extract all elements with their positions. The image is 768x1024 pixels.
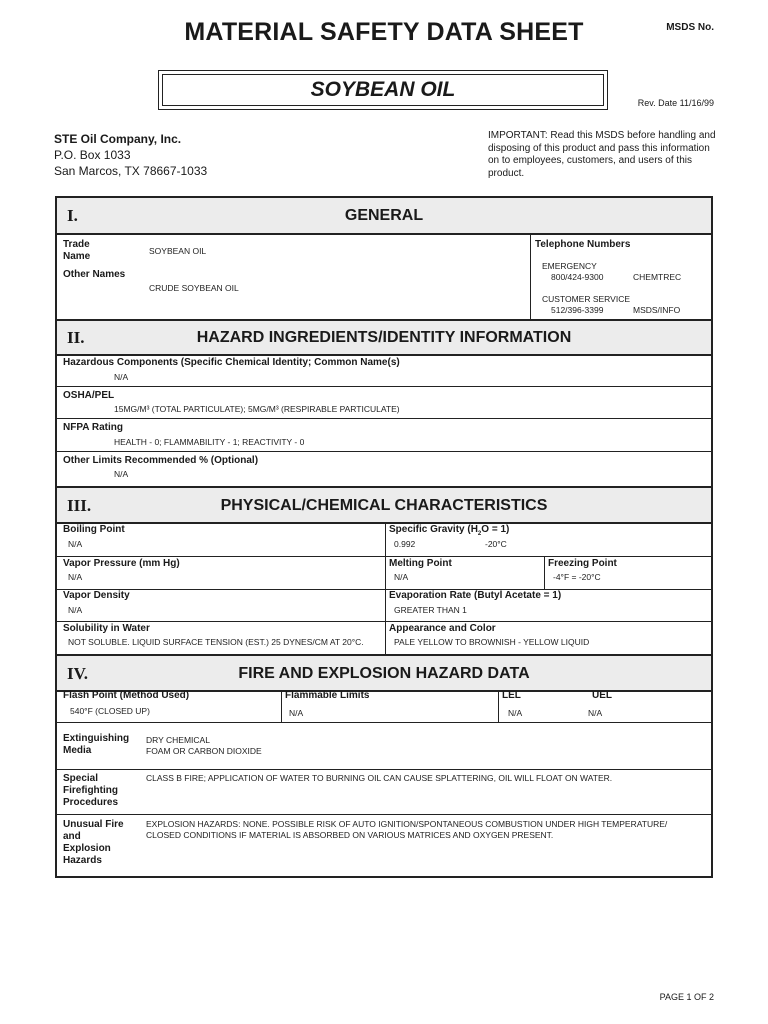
vapor-pressure-label: Vapor Pressure (mm Hg)	[63, 558, 180, 569]
section-numeral: IV.	[67, 664, 88, 683]
other-names-value: CRUDE SOYBEAN OIL	[149, 283, 239, 293]
section-numeral: III.	[67, 496, 92, 515]
flash-point-value: 540°F (CLOSED UP)	[70, 706, 150, 716]
appearance-value: PALE YELLOW TO BROWNISH - YELLOW LIQUID	[394, 637, 590, 647]
customer-service-number: 512/396-3399	[551, 305, 604, 315]
freezing-point-label: Freezing Point	[548, 558, 617, 569]
evaporation-rate-value: GREATER THAN 1	[394, 605, 467, 615]
revision-date: Rev. Date 11/16/99	[637, 98, 714, 108]
trade-name-value: SOYBEAN OIL	[149, 246, 207, 256]
section-title: FIRE AND EXPLOSION HAZARD DATA	[238, 665, 530, 682]
document-title: MATERIAL SAFETY DATA SHEET	[184, 18, 584, 46]
divider	[57, 769, 711, 770]
other-limits-value: N/A	[114, 469, 129, 479]
msds-form	[55, 196, 713, 878]
customer-service-org: MSDS/INFO	[633, 305, 681, 315]
company-address-line-2: San Marcos, TX 78667-1033	[54, 164, 208, 178]
customer-service-label: CUSTOMER SERVICE	[542, 294, 631, 304]
vapor-density-value: N/A	[68, 605, 83, 615]
extinguishing-media-value-1: DRY CHEMICAL	[146, 735, 210, 745]
section-numeral: II.	[67, 328, 85, 347]
divider	[57, 814, 711, 815]
uel-value: N/A	[588, 708, 603, 718]
section-title: GENERAL	[344, 207, 424, 224]
product-name: SOYBEAN OIL	[162, 74, 604, 106]
extinguishing-media-label: Extinguishing Media	[63, 733, 130, 756]
specific-gravity-label: Specific Gravity $(H_2O = 1)$	[389, 524, 510, 537]
unusual-hazards-value-2: CLOSED CONDITIONS IF MATERIAL IS ABSORBED ON VARIOUS MATRICES AND OXYGEN PRESENT.	[146, 830, 554, 840]
divider	[57, 451, 711, 452]
vapor-density-label: Vapor Density	[63, 590, 130, 601]
extinguishing-media-value-2: FOAM OR CARBON DIOXIDE	[146, 746, 262, 756]
divider	[57, 418, 711, 419]
unusual-hazards-label: Unusual Fire and Explosion Hazards	[63, 819, 124, 866]
divider	[544, 556, 545, 589]
melting-point-label: Melting Point	[389, 558, 452, 569]
section-physical-header	[57, 486, 711, 524]
hazardous-components-value: N/A	[114, 372, 129, 382]
section-general-header	[57, 198, 711, 235]
uel-label: UEL	[592, 690, 612, 701]
section-hazard-header	[57, 319, 711, 356]
company-block	[54, 131, 207, 179]
company-name: STE Oil Company, Inc.	[54, 132, 182, 146]
solubility-value: NOT SOLUBLE. LIQUID SURFACE TENSION (EST.) 25 DYNES/CM AT 20°C.	[68, 637, 364, 647]
divider	[281, 692, 282, 722]
osha-pel-value: 15MG/M³ (TOTAL PARTICULATE); 5MG/M³ (RESPIRABLE PARTICULATE)	[114, 404, 400, 414]
other-limits-label: Other Limits Recommended % (Optional)	[63, 455, 259, 466]
evaporation-rate-label: Evaporation Rate (Butyl Acetate = 1)	[389, 590, 562, 601]
boiling-point-label: Boiling Point	[63, 524, 125, 535]
section-title: PHYSICAL/CHEMICAL CHARACTERISTICS	[220, 497, 548, 514]
emergency-org: CHEMTREC	[633, 272, 682, 282]
divider	[530, 235, 531, 319]
divider	[57, 386, 711, 387]
osha-pel-label: OSHA/PEL	[63, 390, 115, 401]
melting-point-value: N/A	[394, 572, 409, 582]
emergency-label: EMERGENCY	[542, 261, 597, 271]
vapor-pressure-value: N/A	[68, 572, 83, 582]
special-firefighting-label: Special Firefighting Procedures	[63, 773, 119, 808]
boiling-point-value: N/A	[68, 539, 83, 549]
page-number: PAGE 1 OF 2	[659, 992, 714, 1002]
company-address-line-1: P.O. Box 1033	[54, 148, 131, 162]
lel-value: N/A	[508, 708, 523, 718]
msds-number-label: MSDS No.	[666, 22, 714, 33]
solubility-label: Solubility in Water	[63, 623, 150, 634]
section-numeral: I.	[67, 206, 78, 225]
product-name-box	[158, 70, 608, 110]
divider	[57, 556, 711, 557]
unusual-hazards-value-1: EXPLOSION HAZARDS: NONE. POSSIBLE RISK OF AUTO IGNITION/SPONTANEOUS COMBUSTION UNDER HIGH TEMPERATURE/	[146, 819, 668, 829]
divider	[57, 722, 711, 723]
section-title: HAZARD INGREDIENTS/IDENTITY INFORMATION	[196, 329, 572, 346]
nfpa-rating-value: HEALTH - 0; FLAMMABILITY - 1; REACTIVITY - 0	[114, 437, 305, 447]
flammable-limits-value: N/A	[289, 708, 304, 718]
divider	[57, 621, 711, 622]
specific-gravity-value: 0.992	[394, 539, 416, 549]
hazardous-components-label: Hazardous Components (Specific Chemical Identity; Common Name(s)	[63, 357, 400, 368]
important-note: IMPORTANT: Read this MSDS before handling and disposing of this product and pass this information on to employees, customers, and users of this product.	[488, 130, 716, 179]
freezing-point-value: -4°F = -20°C	[553, 572, 601, 582]
other-names-label: Other Names	[63, 269, 126, 280]
telephone-label: Telephone Numbers	[535, 239, 631, 250]
nfpa-rating-label: NFPA Rating	[63, 422, 123, 433]
flammable-limits-label: Flammable Limits	[285, 690, 370, 701]
appearance-label: Appearance and Color	[389, 623, 496, 634]
trade-name-label: Trade Name	[63, 239, 91, 262]
divider	[498, 692, 499, 722]
flash-point-label: Flash Point (Method Used)	[63, 690, 190, 701]
lel-label: LEL	[502, 690, 521, 701]
divider	[57, 589, 711, 590]
emergency-number: 800/424-9300	[551, 272, 604, 282]
special-firefighting-value: CLASS B FIRE; APPLICATION OF WATER TO BURNING OIL CAN CAUSE SPLATTERING, OIL WILL FLOAT ON WATER.	[146, 773, 613, 783]
specific-gravity-temperature: -20°C	[485, 539, 507, 549]
section-fire-header	[57, 654, 711, 692]
